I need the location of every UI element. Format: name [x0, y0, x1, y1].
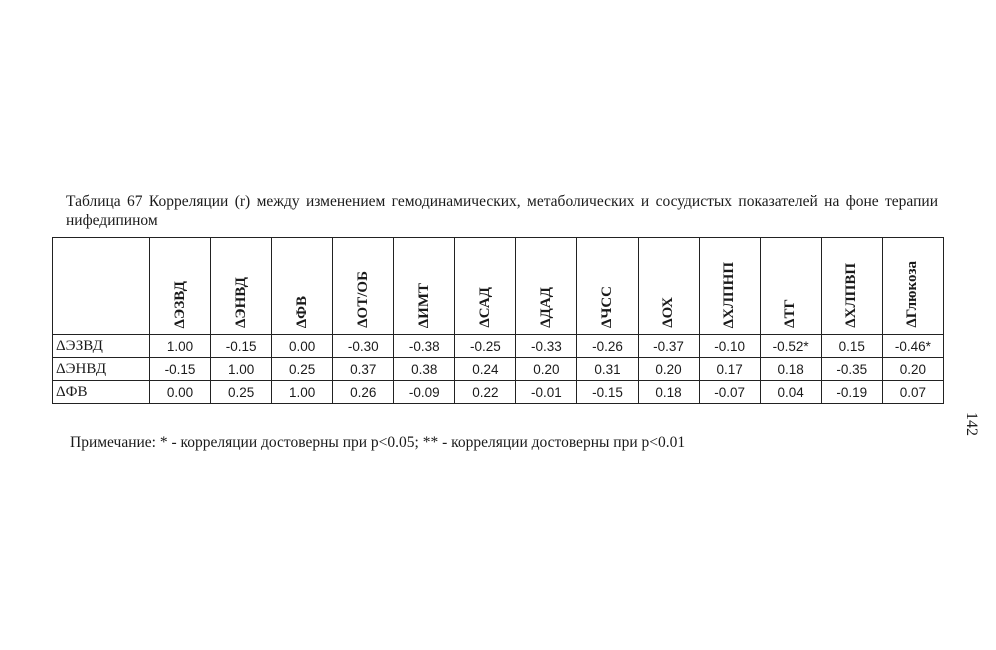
column-header: ΔОХ [638, 238, 699, 335]
table-cell: 0.38 [394, 358, 455, 381]
page-number: 142 [963, 412, 980, 436]
column-header: ΔИМТ [394, 238, 455, 335]
table-cell: 0.20 [882, 358, 943, 381]
table-row [53, 358, 944, 381]
column-header: ΔОТ/ОБ [333, 238, 394, 335]
table-cell: 0.25 [211, 381, 272, 404]
column-header: ΔЧСС [577, 238, 638, 335]
table-cell: -0.46* [882, 335, 943, 358]
column-header: ΔДАД [516, 238, 577, 335]
table-cell: 1.00 [150, 335, 211, 358]
table-cell: 0.20 [516, 358, 577, 381]
column-header: ΔЭЗВД [150, 238, 211, 335]
column-header: ΔСАД [455, 238, 516, 335]
table-cell: 0.20 [638, 358, 699, 381]
table-cell: 0.04 [760, 381, 821, 404]
table-row [53, 335, 944, 358]
column-header: ΔГлюкоза [882, 238, 943, 335]
column-header: ΔХЛПНП [699, 238, 760, 335]
table-cell: -0.35 [821, 358, 882, 381]
table-cell: -0.33 [516, 335, 577, 358]
table-cell: -0.37 [638, 335, 699, 358]
table-cell: -0.25 [455, 335, 516, 358]
table-cell: 1.00 [272, 381, 333, 404]
table-cell: -0.15 [577, 381, 638, 404]
table-cell: -0.52* [760, 335, 821, 358]
column-header: ΔТГ [760, 238, 821, 335]
column-header: ΔФВ [272, 238, 333, 335]
column-header: ΔЭНВД [211, 238, 272, 335]
table-cell: 0.00 [150, 381, 211, 404]
table-caption: Таблица 67 Корреляции (r) между изменением гемодинамических, метаболических и сосудистых показателей на фоне терапии нифедипином [66, 193, 938, 229]
column-header: ΔХЛПВП [821, 238, 882, 335]
table-cell: -0.30 [333, 335, 394, 358]
table-cell: 0.18 [760, 358, 821, 381]
table-cell: 0.18 [638, 381, 699, 404]
table-cell: 0.37 [333, 358, 394, 381]
table-header-row [53, 238, 944, 335]
table-cell: -0.15 [211, 335, 272, 358]
table-cell: 0.00 [272, 335, 333, 358]
table-cell: 0.15 [821, 335, 882, 358]
table-footnote: Примечание: * - корреляции достоверны при p<0.05; ** - корреляции достоверны при p<0.01 [70, 434, 686, 451]
row-header: ΔФВ [53, 381, 150, 404]
table-cell: -0.15 [150, 358, 211, 381]
table-cell: 0.07 [882, 381, 943, 404]
table-row [53, 381, 944, 404]
table-cell: 0.26 [333, 381, 394, 404]
table-cell: -0.38 [394, 335, 455, 358]
table-cell: -0.07 [699, 381, 760, 404]
table-cell: -0.19 [821, 381, 882, 404]
table-cell: -0.09 [394, 381, 455, 404]
table-cell: 0.22 [455, 381, 516, 404]
row-header: ΔЭЗВД [53, 335, 150, 358]
table-cell: 1.00 [211, 358, 272, 381]
table-cell: -0.10 [699, 335, 760, 358]
table-cell: 0.24 [455, 358, 516, 381]
table-cell: -0.01 [516, 381, 577, 404]
table-cell: -0.26 [577, 335, 638, 358]
table-cell: 0.25 [272, 358, 333, 381]
row-header: ΔЭНВД [53, 358, 150, 381]
table-corner-cell [53, 238, 150, 335]
table-cell: 0.31 [577, 358, 638, 381]
table-cell: 0.17 [699, 358, 760, 381]
correlation-table [52, 237, 944, 404]
